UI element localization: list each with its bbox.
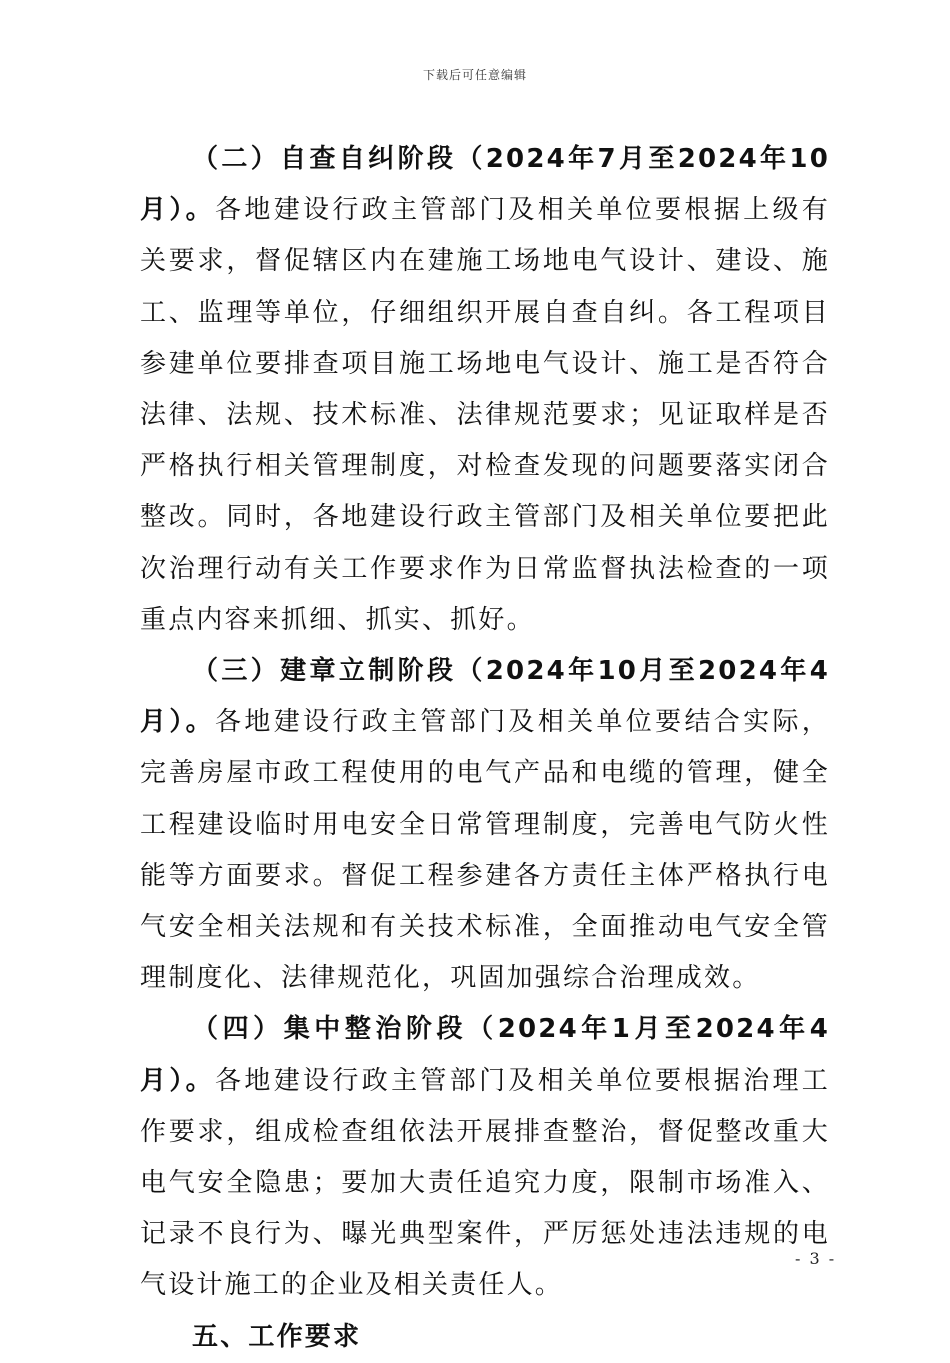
paragraph-lead: （二）自查自纠阶段（2024年7月至2024年10月）。 <box>140 144 830 226</box>
paragraph-body: 各地建设行政主管部门及相关单位要结合实际，完善房屋市政工程使用的电气产品和电缆的管理，健全工程建设临时用电安全日常管理制度，完善电气防火性能等方面要求。督促工程参建各方责任主体严格执行电气安全相关法规和有关技术标准，全面推动电气安全管理制度化、法律规范化，巩固加强综合治理成效。 <box>140 707 831 994</box>
paragraph-body: 各地建设行政主管部门及相关单位要根据上级有关要求，督促辖区内在建施工场地电气设计、建设、施工、监理等单位，仔细组织开展自查自纠。各工程项目参建单位要排查项目施工场地电气设计、施工是否符合法律、法规、技术标准、法律规范要求；见证取样是否严格执行相关管理制度，对检查发现的问题要落实闭合整改。同时，各地建设行政主管部门及相关单位要把此次治理行动有关工作要求作为日常监督执法检查的一项重点内容来抓细、抓实、抓好。 <box>140 195 831 635</box>
header-note: 下载后可任意编辑 <box>422 68 527 82</box>
paragraph-centralized-rectification <box>140 1004 830 1311</box>
paragraph-rule-building <box>140 646 830 1004</box>
paragraph-body: 各地建设行政主管部门及相关单位要根据治理工作要求，组成检查组依法开展排查整治，督促整改重大电气安全隐患；要加大责任追究力度，限制市场准入、记录不良行为、曝光典型案件，严厉惩处违法违规的电气设计施工的企业及相关责任人。 <box>140 1065 831 1301</box>
paragraph-lead: （三）建章立制阶段（2024年10月至2024年4月）。 <box>140 656 830 738</box>
section-heading: 五、工作要求 <box>192 1321 362 1352</box>
paragraph-lead: （四）集中整治阶段（2024年1月至2024年4月）。 <box>140 1014 830 1096</box>
paragraph-self-inspection <box>140 134 830 646</box>
page-number: - 3 - <box>795 1249 837 1268</box>
document-body <box>140 134 830 1363</box>
